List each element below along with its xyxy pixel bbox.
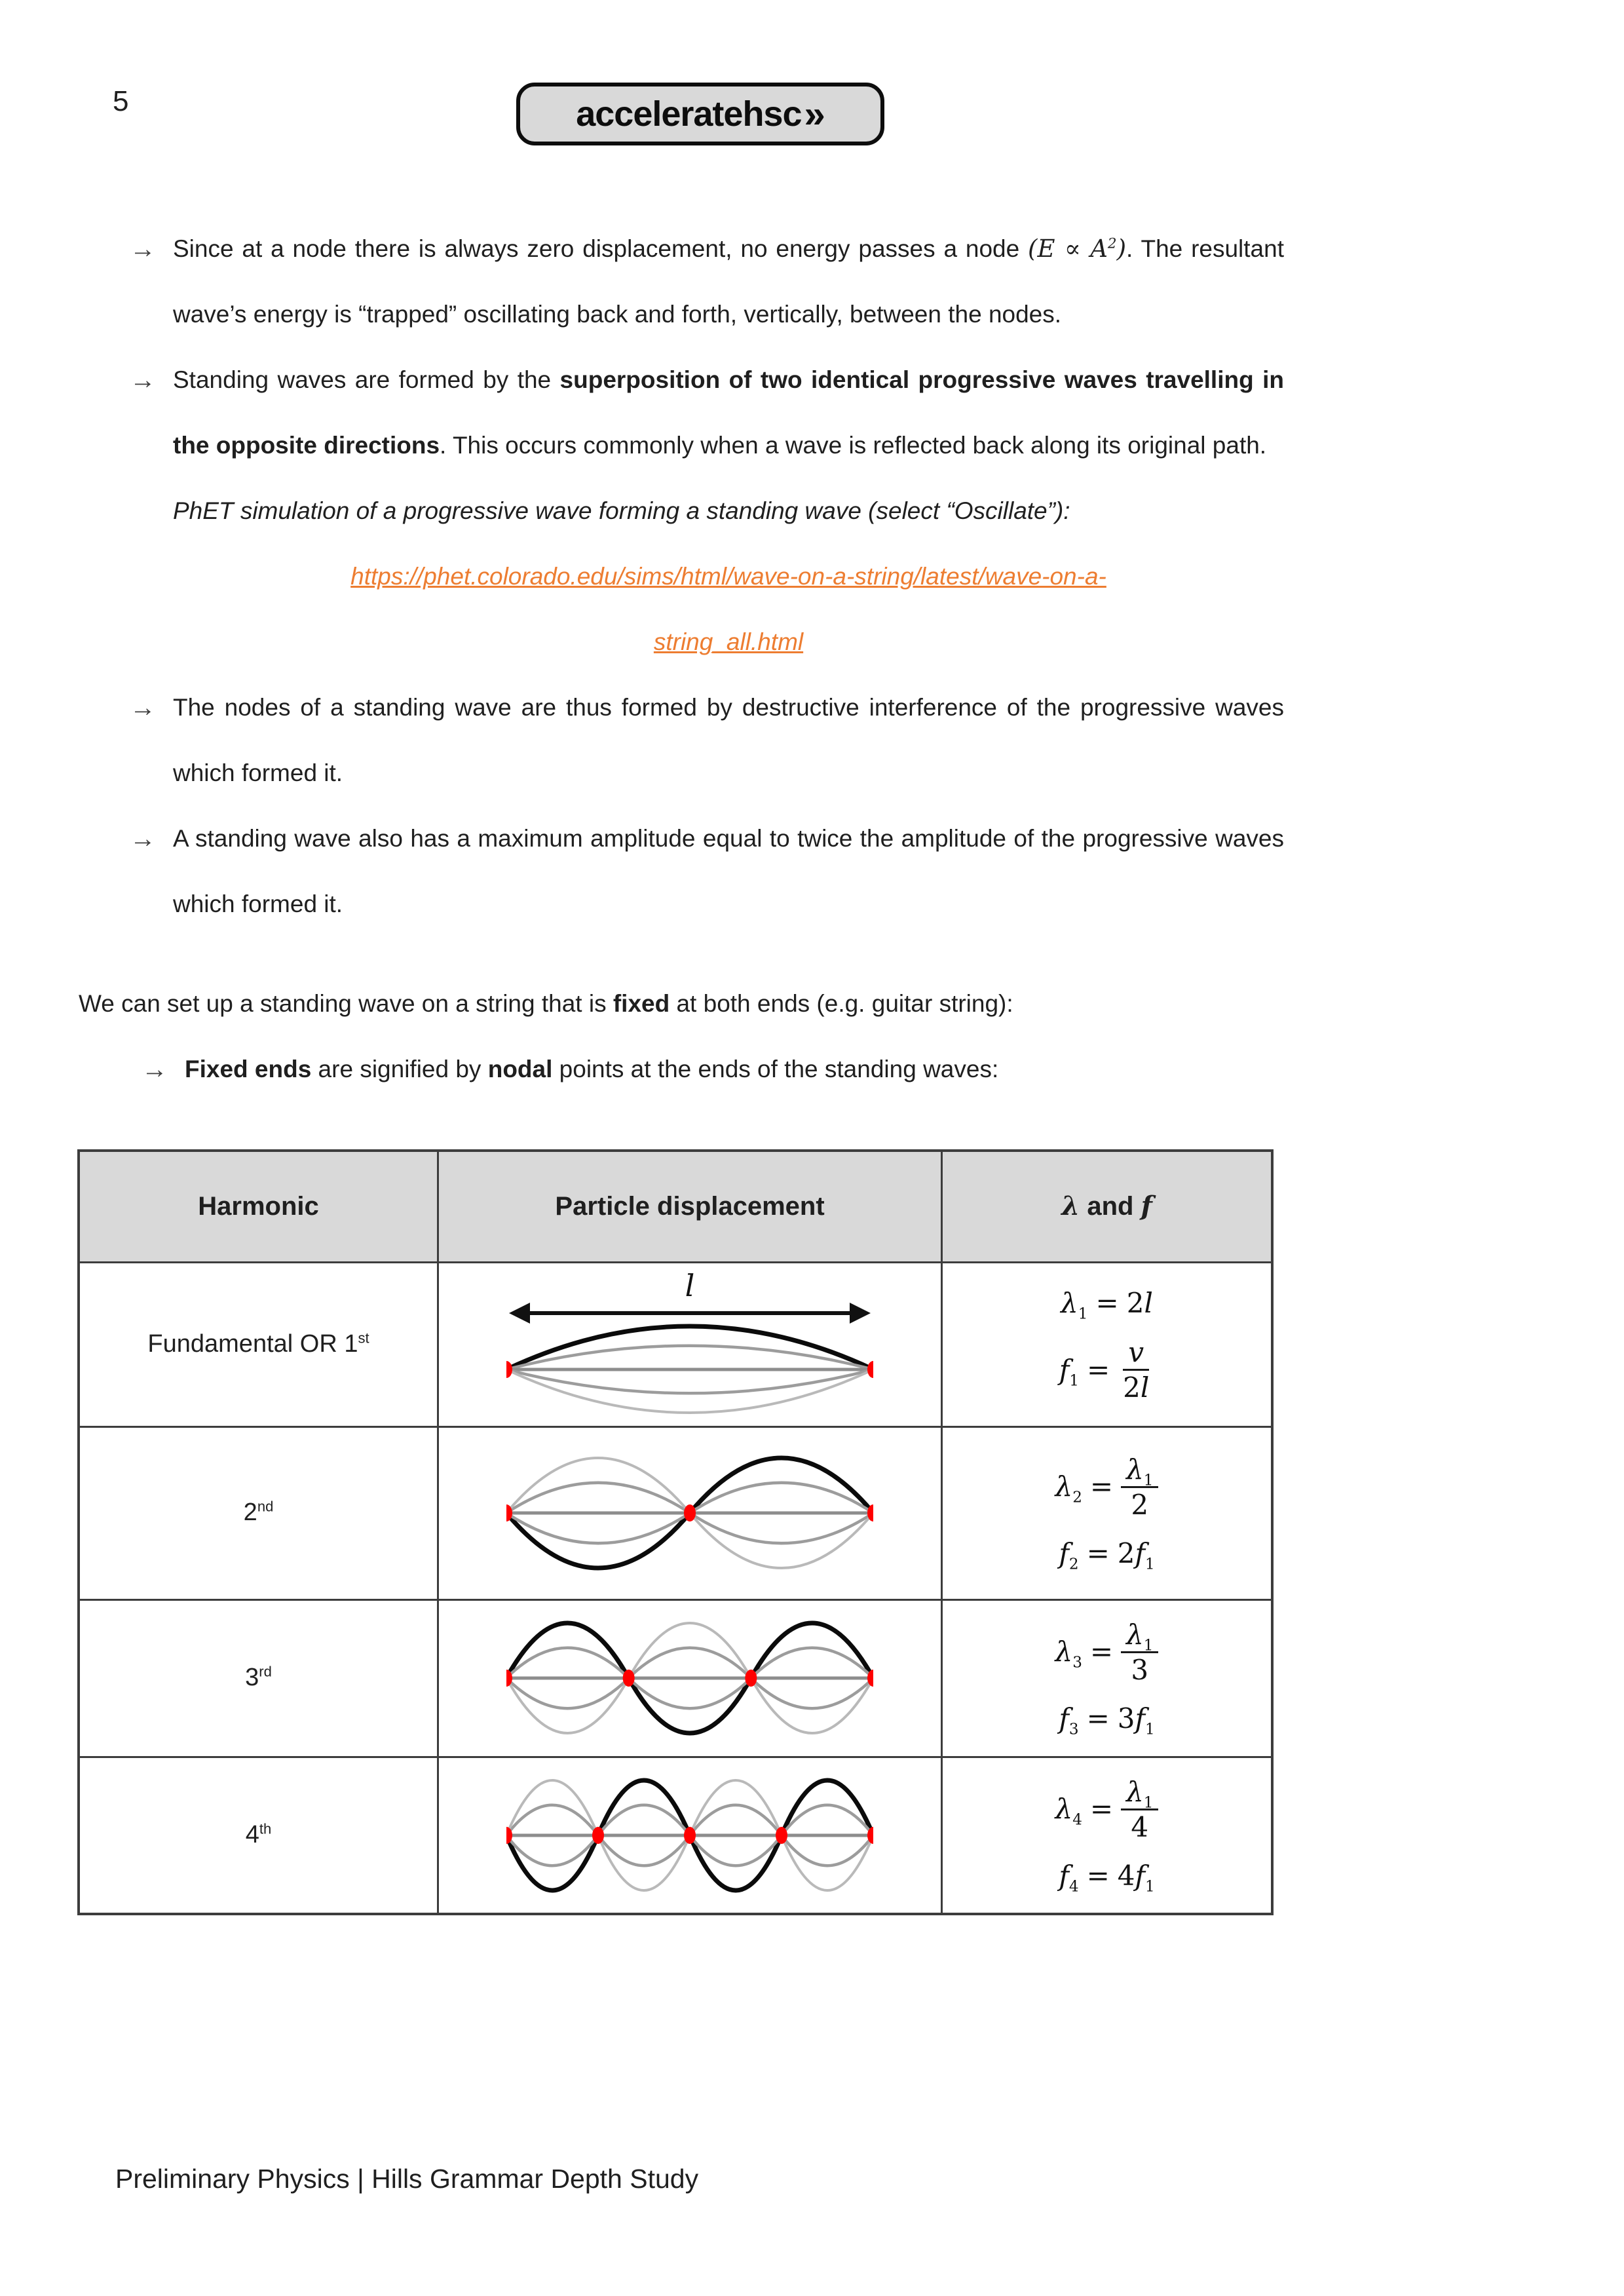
page-content bbox=[79, 216, 1284, 1915]
equals-sign: = bbox=[1086, 1859, 1110, 1892]
text-segment: f bbox=[1059, 1859, 1069, 1892]
formula-lhs bbox=[1055, 1469, 1082, 1505]
text-segment: 3 bbox=[1068, 1721, 1079, 1738]
formula-lhs bbox=[1059, 1536, 1078, 1572]
text-segment: 1 bbox=[1143, 1794, 1154, 1812]
wave-diagram-cell bbox=[438, 1426, 942, 1599]
text-segment: 1 bbox=[1145, 1556, 1155, 1573]
bullet-arrow-icon: → bbox=[130, 824, 156, 853]
node-dot bbox=[684, 1504, 696, 1521]
formula-rhs bbox=[1127, 1286, 1153, 1322]
node-dot bbox=[623, 1670, 635, 1687]
wave-curve bbox=[506, 1326, 873, 1369]
fraction bbox=[1121, 1454, 1158, 1520]
fraction-numerator bbox=[1121, 1619, 1158, 1653]
text-segment: at both ends (e.g. guitar string): bbox=[670, 990, 1013, 1017]
table-header-row bbox=[79, 1151, 1272, 1262]
text-segment: nodal bbox=[487, 1056, 553, 1082]
fraction-numerator bbox=[1123, 1337, 1149, 1371]
standing-wave-svg bbox=[506, 1767, 873, 1904]
text-segment: 3 bbox=[1117, 1702, 1135, 1735]
standing-wave-svg bbox=[506, 1267, 873, 1422]
equals-sign: = bbox=[1095, 1286, 1119, 1319]
lambda-formula bbox=[1055, 1454, 1159, 1520]
text-segment: Fundamental OR 1 bbox=[147, 1330, 358, 1358]
harmonic-label bbox=[79, 1757, 438, 1914]
wave-diagram bbox=[439, 1267, 941, 1422]
text-segment: f bbox=[1059, 1353, 1070, 1386]
formula-rhs bbox=[1118, 1858, 1155, 1894]
fraction-denominator bbox=[1125, 1488, 1154, 1520]
fraction-denominator bbox=[1125, 1810, 1154, 1843]
wave-curve bbox=[506, 1369, 873, 1413]
text-segment: rd bbox=[259, 1663, 272, 1680]
formula-cell bbox=[942, 1599, 1272, 1757]
text-segment: 2 bbox=[1131, 1489, 1149, 1521]
node-dot bbox=[745, 1670, 757, 1687]
length-label: l bbox=[685, 1267, 695, 1303]
text-segment: 2 bbox=[1107, 235, 1117, 252]
arrowhead-right-icon bbox=[850, 1303, 871, 1324]
text-segment: 1 bbox=[1143, 1472, 1154, 1489]
node-dot bbox=[684, 1827, 696, 1844]
text-segment: 4 bbox=[1131, 1810, 1149, 1843]
text-segment: λ bbox=[1055, 1793, 1073, 1826]
text-segment: 1 bbox=[1145, 1878, 1155, 1896]
text-segment: 2 bbox=[1123, 1371, 1141, 1404]
text-segment: 3 bbox=[1072, 1654, 1082, 1672]
text-segment: 2 bbox=[243, 1499, 257, 1527]
text-segment: λ bbox=[1126, 1775, 1144, 1808]
text-segment: 2 bbox=[1072, 1489, 1082, 1506]
bullet-arrow-icon: → bbox=[142, 1055, 168, 1084]
text-segment: λ bbox=[1055, 1636, 1073, 1668]
bullet-text bbox=[173, 216, 1284, 347]
fraction bbox=[1121, 1619, 1158, 1685]
bullet-arrow-icon: → bbox=[130, 235, 156, 263]
text-segment: l bbox=[1140, 1371, 1150, 1404]
text-segment: f bbox=[1141, 1191, 1152, 1222]
text-segment: f bbox=[1135, 1537, 1146, 1570]
bullet-text bbox=[173, 347, 1284, 478]
bullet-destructive-interference bbox=[130, 675, 1284, 806]
text-segment: 1 bbox=[1069, 1371, 1079, 1389]
text-segment: ) bbox=[1116, 235, 1127, 263]
standing-wave-svg bbox=[506, 1609, 873, 1747]
setup-paragraph bbox=[79, 971, 1284, 1037]
fraction-numerator bbox=[1121, 1454, 1158, 1488]
node-dot bbox=[592, 1827, 604, 1844]
acceleratehsc-logo bbox=[516, 83, 884, 145]
text-segment: The nodes of a standing wave are thus formed by destructive interference of the progressive waves which formed it. bbox=[173, 694, 1284, 786]
harmonic-label bbox=[79, 1426, 438, 1599]
page-number: 5 bbox=[113, 85, 129, 117]
text-segment: Fixed ends bbox=[185, 1056, 312, 1082]
equals-sign: = bbox=[1086, 1537, 1110, 1570]
fraction bbox=[1121, 1776, 1158, 1843]
text-segment: . The resultant wave’s energy is “trapped” oscillating back and forth, vertically, between the nodes. bbox=[173, 235, 1284, 328]
harmonic-label bbox=[79, 1599, 438, 1757]
text-segment: nd bbox=[257, 1498, 274, 1515]
column-header-particle-displacement bbox=[438, 1151, 942, 1262]
formula-lhs bbox=[1061, 1286, 1087, 1322]
wave-diagram bbox=[439, 1609, 941, 1747]
text-segment: 2 bbox=[1117, 1537, 1135, 1570]
bullet-text bbox=[173, 806, 1284, 937]
phet-link-line2[interactable]: string_all.html bbox=[653, 628, 804, 655]
frequency-formula bbox=[1059, 1536, 1154, 1572]
text-segment: f bbox=[1135, 1702, 1146, 1735]
harmonics-table bbox=[77, 1149, 1274, 1915]
text-segment: f bbox=[1135, 1859, 1146, 1892]
formula-lhs bbox=[1059, 1701, 1078, 1737]
fraction-denominator bbox=[1125, 1653, 1154, 1685]
text-segment: l bbox=[1144, 1286, 1153, 1319]
text-segment: λ bbox=[1055, 1470, 1073, 1503]
equals-sign: = bbox=[1089, 1793, 1114, 1826]
text-segment: are signified by bbox=[311, 1056, 488, 1082]
text-segment: th bbox=[259, 1820, 272, 1837]
text-segment: 1 bbox=[1143, 1637, 1154, 1655]
formula-cell bbox=[942, 1262, 1272, 1426]
formula-lhs bbox=[1055, 1791, 1082, 1827]
phet-link-block bbox=[173, 544, 1284, 675]
formula-cell bbox=[942, 1757, 1272, 1914]
text-segment: 2 bbox=[1126, 1286, 1144, 1319]
text-segment: 2 bbox=[1068, 1556, 1079, 1573]
table-row-fundamental bbox=[79, 1262, 1272, 1426]
text-segment: superposition of two identical progressive waves travelling in the opposite directions bbox=[173, 366, 1284, 459]
text-segment: We can set up a standing wave on a string that is bbox=[79, 990, 613, 1017]
frequency-formula bbox=[1059, 1701, 1154, 1737]
column-header-lambda-and-f bbox=[942, 1151, 1272, 1262]
lambda-formula bbox=[1061, 1286, 1153, 1322]
text-segment: 3 bbox=[245, 1664, 259, 1692]
formula-rhs bbox=[1118, 1536, 1155, 1572]
text-segment: . This occurs commonly when a wave is reflected back along its original path. bbox=[440, 432, 1267, 459]
lambda-formula bbox=[1055, 1619, 1159, 1685]
wave-curve bbox=[506, 1369, 873, 1393]
table-row-2nd-harmonic bbox=[79, 1426, 1272, 1599]
text-segment: 3 bbox=[1131, 1654, 1149, 1687]
text-segment: f bbox=[1059, 1537, 1069, 1570]
text-segment: and bbox=[1080, 1192, 1141, 1221]
equals-sign: = bbox=[1089, 1470, 1114, 1503]
equals-sign: = bbox=[1086, 1702, 1110, 1735]
text-segment: (E ∝ A bbox=[1028, 235, 1108, 263]
node-dot bbox=[867, 1361, 873, 1378]
bullet-superposition bbox=[130, 347, 1284, 478]
node-dot bbox=[776, 1827, 787, 1844]
text-segment: 4 bbox=[1072, 1811, 1082, 1829]
fraction bbox=[1118, 1337, 1154, 1403]
bullet-text bbox=[185, 1037, 1284, 1102]
page-footer: Preliminary Physics | Hills Grammar Depth Study bbox=[115, 2164, 699, 2194]
text-segment: 1 bbox=[1145, 1721, 1155, 1738]
text-segment: 4 bbox=[245, 1821, 259, 1849]
logo-chevron-icon: » bbox=[804, 92, 825, 136]
formula-cell bbox=[942, 1426, 1272, 1599]
text-segment: fixed bbox=[613, 990, 670, 1017]
text-segment: points at the ends of the standing waves: bbox=[552, 1056, 999, 1082]
bullet-arrow-icon: → bbox=[130, 693, 156, 722]
column-header-harmonic bbox=[79, 1151, 438, 1262]
phet-simulation-note: PhET simulation of a progressive wave forming a standing wave (select “Oscillate”): bbox=[173, 497, 1070, 524]
text-segment: 1 bbox=[1078, 1305, 1088, 1323]
arrowhead-left-icon bbox=[509, 1303, 530, 1324]
text-segment: λ bbox=[1126, 1618, 1144, 1651]
wave-diagram bbox=[439, 1767, 941, 1904]
table-row-4th-harmonic bbox=[79, 1757, 1272, 1914]
phet-link-line1[interactable]: https://phet.colorado.edu/sims/html/wave-on-a-string/latest/wave-on-a- bbox=[350, 563, 1106, 590]
bullet-fixed-ends bbox=[142, 1037, 1284, 1102]
text-segment: λ bbox=[1061, 1286, 1078, 1319]
text-segment: λ bbox=[1061, 1191, 1080, 1222]
text-segment: A standing wave also has a maximum amplitude equal to twice the amplitude of the progressive waves which formed it. bbox=[173, 825, 1284, 917]
wave-diagram-cell bbox=[438, 1757, 942, 1914]
wave-diagram-cell bbox=[438, 1262, 942, 1426]
table-row-3rd-harmonic bbox=[79, 1599, 1272, 1757]
text-segment: Particle displacement bbox=[555, 1192, 825, 1221]
wave-diagram-cell bbox=[438, 1599, 942, 1757]
text-segment: st bbox=[358, 1330, 369, 1347]
bullet-text bbox=[173, 675, 1284, 806]
logo-text: acceleratehsc bbox=[576, 94, 802, 134]
equals-sign: = bbox=[1089, 1636, 1114, 1668]
lambda-formula bbox=[1055, 1776, 1159, 1843]
text-segment: λ bbox=[1126, 1453, 1144, 1486]
harmonic-label bbox=[79, 1262, 438, 1426]
text-segment: Standing waves are formed by the bbox=[173, 366, 560, 393]
bullet-max-amplitude bbox=[130, 806, 1284, 937]
frequency-formula bbox=[1059, 1337, 1155, 1403]
frequency-formula bbox=[1059, 1858, 1154, 1894]
text-segment: f bbox=[1059, 1702, 1069, 1735]
text-segment: 4 bbox=[1117, 1859, 1135, 1892]
bullet-energy-trapped bbox=[130, 216, 1284, 347]
text-segment: Since at a node there is always zero displacement, no energy passes a node bbox=[173, 235, 1029, 262]
bullet-arrow-icon: → bbox=[130, 366, 156, 394]
fraction-denominator bbox=[1118, 1371, 1154, 1403]
text-segment: Harmonic bbox=[198, 1192, 319, 1221]
text-segment: v bbox=[1128, 1336, 1144, 1369]
standing-wave-svg bbox=[506, 1444, 873, 1582]
formula-lhs bbox=[1059, 1352, 1079, 1388]
formula-rhs bbox=[1118, 1701, 1155, 1737]
equals-sign: = bbox=[1086, 1353, 1110, 1386]
fraction-numerator bbox=[1121, 1776, 1158, 1810]
node-dot bbox=[506, 1361, 512, 1378]
text-segment: 4 bbox=[1068, 1878, 1079, 1896]
formula-lhs bbox=[1055, 1634, 1082, 1670]
wave-diagram bbox=[439, 1444, 941, 1582]
formula-lhs bbox=[1059, 1858, 1078, 1894]
